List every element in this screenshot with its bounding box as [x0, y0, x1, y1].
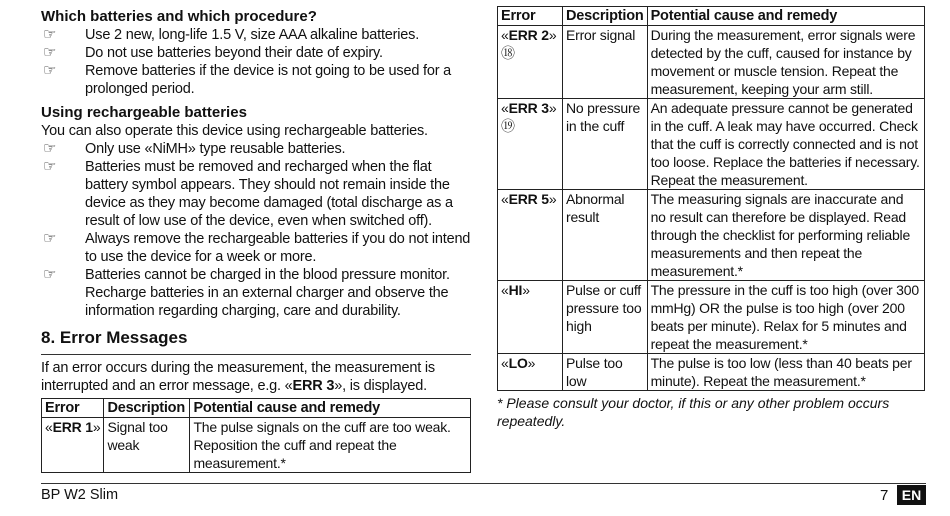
- list-item: ☞ Do not use batteries beyond their date of expiry.: [43, 44, 383, 61]
- footnote: * Please consult your doctor, if this or any other problem occurs repeatedly.: [497, 395, 890, 429]
- rechargeable-heading: Using rechargeable batteries: [41, 104, 247, 121]
- pointing-hand-icon: ☞: [43, 158, 57, 175]
- pointing-hand-icon: ☞: [43, 26, 57, 43]
- page-number: 7: [880, 487, 889, 504]
- list-item: ☞ Only use «NiMH» type reusable batteries.: [43, 140, 346, 157]
- table-row: [498, 281, 925, 354]
- header-error: Error: [42, 399, 104, 418]
- error-code-cell: «LO»: [498, 354, 563, 391]
- header-description: Description: [563, 7, 648, 26]
- footer-divider: [41, 483, 926, 484]
- table-row: [498, 354, 925, 391]
- list-item: ☞ Remove batteries if the device is not going to be used for a prolonged period.: [43, 62, 452, 97]
- pointing-hand-icon: ☞: [43, 62, 57, 79]
- header-description: Description: [104, 399, 190, 418]
- batteries-list: [41, 26, 471, 98]
- error-code-cell: «ERR 2» ⑱: [498, 26, 563, 99]
- pointing-hand-icon: ☞: [43, 44, 57, 61]
- description-cell: Pulse too low: [563, 354, 648, 391]
- error-code-cell: «ERR 1»: [42, 418, 104, 473]
- header-error: Error: [498, 7, 563, 26]
- section-title: 8. Error Messages: [41, 328, 188, 347]
- error-code-cell: «ERR 3» ⑲: [498, 99, 563, 190]
- error-code-cell: «HI»: [498, 281, 563, 354]
- description-cell: Signal too weak: [104, 418, 190, 473]
- table-header-row: [42, 399, 471, 418]
- language-badge: EN: [897, 485, 926, 505]
- remedy-cell: The measuring signals are inaccurate and no result can therefore be displayed. Read through the checklist for performing reliable measurements and then repeat the measurement.*: [647, 190, 924, 281]
- list-item: ☞ Batteries must be removed and recharged when the flat battery symbol appears. They should not remain inside the device as they may become damaged (total discharge as a result of low use of the device, even when switched off).: [43, 158, 453, 229]
- remedy-cell: The pulse signals on the cuff are too weak. Reposition the cuff and repeat the measurement.*: [190, 418, 471, 473]
- error-code-cell: «ERR 5»: [498, 190, 563, 281]
- remedy-cell: During the measurement, error signals were detected by the cuff, caused for instance by movement or muscle tension. Repeat the measurement, keeping your arm still.: [647, 26, 924, 99]
- remedy-cell: The pressure in the cuff is too high (over 300 mmHg) OR the pulse is too high (over 200 beats per minute). Relax for 5 minutes and repeat the measurement.*: [647, 281, 924, 354]
- error-table-left: [41, 398, 471, 473]
- table-row: [42, 418, 471, 473]
- description-cell: Error signal: [563, 26, 648, 99]
- pointing-hand-icon: ☞: [43, 266, 57, 283]
- batteries-heading: Which batteries and which procedure?: [41, 8, 317, 25]
- description-cell: Pulse or cuff pressure too high: [563, 281, 648, 354]
- section-intro: If an error occurs during the measurement, the measurement is interrupted and an error message, e.g. «ERR 3», is displayed.: [41, 360, 435, 394]
- description-cell: No pressure in the cuff: [563, 99, 648, 190]
- right-column: [497, 6, 925, 430]
- header-remedy: Potential cause and remedy: [647, 7, 924, 26]
- pointing-hand-icon: ☞: [43, 140, 57, 157]
- description-cell: Abnormal result: [563, 190, 648, 281]
- table-row: [498, 26, 925, 99]
- list-item: ☞ Batteries cannot be charged in the blood pressure monitor. Recharge batteries in an external charger and observe the information regarding charging, care and durability.: [43, 266, 450, 319]
- section-divider: [41, 354, 471, 355]
- remedy-cell: The pulse is too low (less than 40 beats per minute). Repeat the measurement.*: [647, 354, 924, 391]
- pointing-hand-icon: ☞: [43, 230, 57, 247]
- table-row: [498, 99, 925, 190]
- table-row: [498, 190, 925, 281]
- figure-ref-19: ⑲: [501, 118, 515, 134]
- left-column: [41, 6, 471, 473]
- header-remedy: Potential cause and remedy: [190, 399, 471, 418]
- table-header-row: [498, 7, 925, 26]
- figure-ref-18: ⑱: [501, 45, 515, 61]
- list-item: ☞ Use 2 new, long-life 1.5 V, size AAA alkaline batteries.: [43, 26, 420, 43]
- footer-model: BP W2 Slim: [41, 487, 119, 503]
- list-item: ☞ Always remove the rechargeable batteries if you do not intend to use the device for a week or more.: [43, 230, 471, 265]
- rechargeable-intro: You can also operate this device using rechargeable batteries.: [41, 123, 428, 139]
- rechargeable-list: [41, 140, 471, 320]
- error-table-right: [497, 6, 925, 391]
- remedy-cell: An adequate pressure cannot be generated in the cuff. A leak may have occurred. Check that the cuff is correctly connected and is not too loose. Replace the batteries if necessary. Repeat the measurement.: [647, 99, 924, 190]
